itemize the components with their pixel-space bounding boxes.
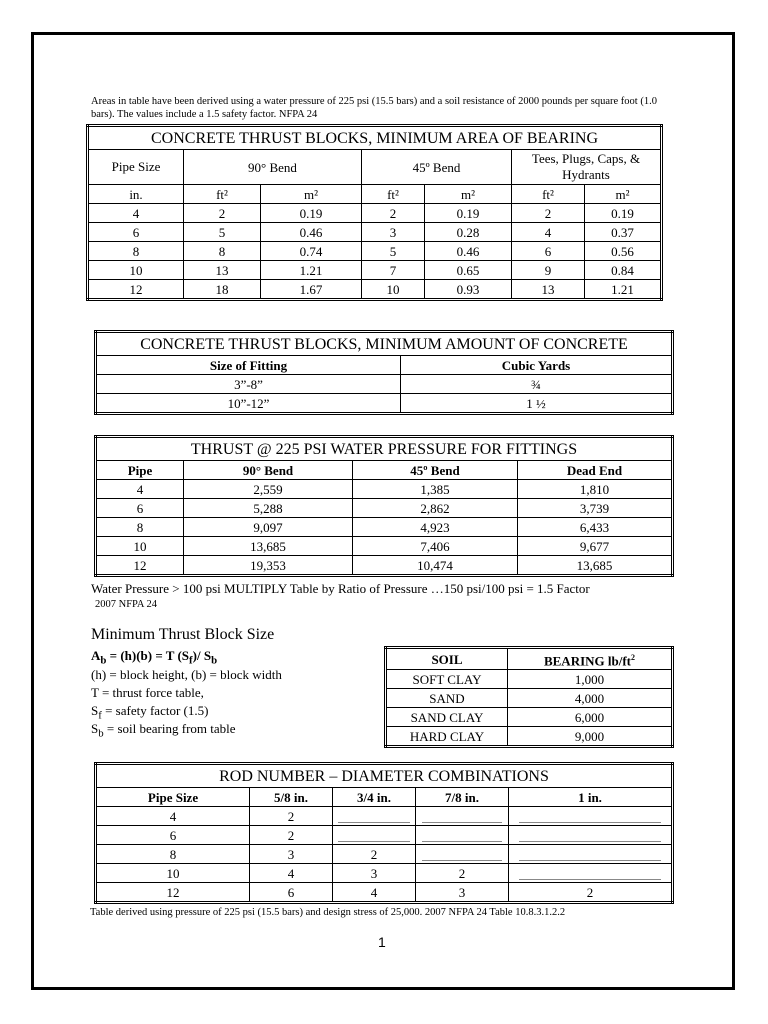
- formula-sub: f: [189, 654, 193, 667]
- header-cubic-yards: Cubic Yards: [401, 356, 673, 375]
- table-row: [96, 845, 673, 864]
- cell: 6: [512, 242, 585, 261]
- thrust-table-title: THRUST @ 225 PSI WATER PRESSURE FOR FITTINGS: [96, 437, 673, 461]
- def-sub: f: [98, 709, 102, 722]
- cell: 9,097: [184, 518, 353, 537]
- table-row: [88, 242, 662, 261]
- cell: 4,923: [353, 518, 518, 537]
- def-sb: [91, 720, 236, 743]
- unit-m2: m²: [425, 185, 512, 204]
- blank-cell: [509, 864, 673, 883]
- cell: 10: [362, 280, 425, 300]
- cell: 4: [333, 883, 416, 903]
- cell: SOFT CLAY: [386, 670, 508, 689]
- table-row: [96, 826, 673, 845]
- cell: 0.19: [261, 204, 362, 223]
- rod-note: Table derived using pressure of 225 psi (15.5 bars) and design stress of 25,000. 2007 NFPA 24 Table 10.8.3.1.2.2: [90, 907, 566, 918]
- cell: 2: [362, 204, 425, 223]
- cell: 0.19: [425, 204, 512, 223]
- cell: 10”-12”: [96, 394, 401, 414]
- blank-cell: [509, 845, 673, 864]
- header-bearing-sup: 2: [631, 653, 636, 662]
- cell: 8: [96, 518, 184, 537]
- unit-ft2: ft²: [184, 185, 261, 204]
- cell: 1 ½: [401, 394, 673, 414]
- pressure-source: 2007 NFPA 24: [95, 599, 158, 610]
- table-row: [96, 499, 673, 518]
- formula-a: A: [91, 648, 101, 663]
- cell: 5,288: [184, 499, 353, 518]
- cell: 3: [416, 883, 509, 903]
- unit-m2: m²: [261, 185, 362, 204]
- cell: 4,000: [508, 689, 673, 708]
- bearing-table-title: CONCRETE THRUST BLOCKS, MINIMUM AREA OF BEARING: [88, 126, 662, 150]
- cell: 9: [512, 261, 585, 280]
- cell: 10,474: [353, 556, 518, 576]
- cell: 8: [96, 845, 250, 864]
- unit-ft2: ft²: [362, 185, 425, 204]
- cell: 8: [88, 242, 184, 261]
- table-row: [96, 518, 673, 537]
- cell: SAND CLAY: [386, 708, 508, 727]
- cell: HARD CLAY: [386, 727, 508, 747]
- header-pipe: Pipe: [96, 461, 184, 480]
- cell: 1,000: [508, 670, 673, 689]
- table-row: [386, 689, 673, 708]
- cell: 1,810: [518, 480, 673, 499]
- cell: 4: [96, 480, 184, 499]
- cell: 10: [88, 261, 184, 280]
- table-row: [88, 204, 662, 223]
- table-row: [386, 670, 673, 689]
- cell: 2: [184, 204, 261, 223]
- unit-in: in.: [88, 185, 184, 204]
- cell: 4: [250, 864, 333, 883]
- cell: 10: [96, 864, 250, 883]
- cell: 3”-8”: [96, 375, 401, 394]
- header-size-of-fitting: Size of Fitting: [96, 356, 401, 375]
- cell: 10: [96, 537, 184, 556]
- cell: 6: [96, 826, 250, 845]
- table-row: [386, 727, 673, 747]
- soil-bearing-table: [384, 646, 674, 748]
- header-soil: SOIL: [386, 648, 508, 670]
- cell: 0.93: [425, 280, 512, 300]
- cell: 0.37: [585, 223, 662, 242]
- table-row: [96, 394, 673, 414]
- cell: 3,739: [518, 499, 673, 518]
- cell: 4: [512, 223, 585, 242]
- rod-combination-table: [94, 762, 674, 904]
- table-row: [88, 261, 662, 280]
- cell: 6: [88, 223, 184, 242]
- def-s: S: [91, 703, 99, 718]
- cell: 0.19: [585, 204, 662, 223]
- cell: 19,353: [184, 556, 353, 576]
- col-tees: Tees, Plugs, Caps, & Hydrants: [512, 150, 662, 185]
- cell: 4: [96, 807, 250, 826]
- header-3-4: 3/4 in.: [333, 788, 416, 807]
- cell: 4: [88, 204, 184, 223]
- blank-cell: [416, 845, 509, 864]
- thrust-table: [94, 435, 674, 577]
- cell: 12: [96, 883, 250, 903]
- blank-cell: [333, 807, 416, 826]
- concrete-amount-table: [94, 330, 674, 415]
- cell: 2,862: [353, 499, 518, 518]
- col-90-bend: 90° Bend: [184, 150, 362, 185]
- formula-sub: b: [211, 654, 218, 667]
- cell: 13: [184, 261, 261, 280]
- table-row: [386, 708, 673, 727]
- cell: 13,685: [184, 537, 353, 556]
- header-pipe-size: Pipe Size: [96, 788, 250, 807]
- rod-table-title: ROD NUMBER – DIAMETER COMBINATIONS: [96, 764, 673, 788]
- intro-note: Areas in table have been derived using a water pressure of 225 psi (15.5 bars) and a soil resistance of 2000 pounds per square foot (1.0 bars). The values include a 1.5 safety factor. NFPA 24: [91, 96, 657, 120]
- cell: 0.84: [585, 261, 662, 280]
- header-bearing-text: BEARING lb/ft: [543, 653, 632, 669]
- cell: 1.67: [261, 280, 362, 300]
- table-row: [88, 280, 662, 300]
- blank-cell: [509, 826, 673, 845]
- pressure-note: Water Pressure > 100 psi MULTIPLY Table by Ratio of Pressure …150 psi/100 psi = 1.5 Factor: [91, 581, 590, 596]
- cell: 6: [250, 883, 333, 903]
- formula-sub: b: [100, 654, 107, 667]
- cell: 6,000: [508, 708, 673, 727]
- header-45-bend: 45º Bend: [353, 461, 518, 480]
- cell: 2: [333, 845, 416, 864]
- cell: 2: [250, 807, 333, 826]
- header-1-in: 1 in.: [509, 788, 673, 807]
- def-text: = soil bearing from table: [103, 721, 236, 736]
- cell: 2: [509, 883, 673, 903]
- header-5-8: 5/8 in.: [250, 788, 333, 807]
- cell: 0.46: [261, 223, 362, 242]
- formula-eq: = (h)(b) = T (S: [106, 648, 190, 663]
- concrete-table-title: CONCRETE THRUST BLOCKS, MINIMUM AMOUNT OF CONCRETE: [96, 332, 673, 356]
- cell: 13: [512, 280, 585, 300]
- header-90-bend: 90° Bend: [184, 461, 353, 480]
- table-row: [96, 864, 673, 883]
- table-row: [96, 537, 673, 556]
- unit-ft2: ft²: [512, 185, 585, 204]
- table-row: [96, 375, 673, 394]
- def-sub: b: [98, 727, 104, 740]
- col-pipe-size: Pipe Size: [88, 150, 184, 185]
- table-row: [96, 807, 673, 826]
- cell: 2,559: [184, 480, 353, 499]
- cell: 5: [362, 242, 425, 261]
- blank-cell: [416, 807, 509, 826]
- table-row: [96, 556, 673, 576]
- table-row: [88, 223, 662, 242]
- unit-m2: m²: [585, 185, 662, 204]
- def-hb: (h) = block height, (b) = block width: [91, 667, 282, 682]
- cell: 0.28: [425, 223, 512, 242]
- cell: 1.21: [261, 261, 362, 280]
- cell: 13,685: [518, 556, 673, 576]
- def-s: S: [91, 721, 99, 736]
- cell: 3: [333, 864, 416, 883]
- cell: 9,000: [508, 727, 673, 747]
- header-bearing: [508, 648, 673, 670]
- cell: 2: [250, 826, 333, 845]
- cell: 0.65: [425, 261, 512, 280]
- cell: 8: [184, 242, 261, 261]
- cell: 3: [362, 223, 425, 242]
- cell: 5: [184, 223, 261, 242]
- header-7-8: 7/8 in.: [416, 788, 509, 807]
- cell: 2: [512, 204, 585, 223]
- cell: 1,385: [353, 480, 518, 499]
- cell: 7: [362, 261, 425, 280]
- header-dead-end: Dead End: [518, 461, 673, 480]
- table-row: [96, 883, 673, 903]
- blank-cell: [416, 826, 509, 845]
- cell: 6,433: [518, 518, 673, 537]
- cell: 9,677: [518, 537, 673, 556]
- cell: 0.74: [261, 242, 362, 261]
- table-row: [96, 480, 673, 499]
- formula-heading: Minimum Thrust Block Size: [91, 626, 275, 643]
- cell: 7,406: [353, 537, 518, 556]
- cell: 1.21: [585, 280, 662, 300]
- cell: 12: [88, 280, 184, 300]
- cell: ¾: [401, 375, 673, 394]
- cell: SAND: [386, 689, 508, 708]
- formula-div: )/ S: [192, 648, 212, 663]
- blank-cell: [333, 826, 416, 845]
- cell: 18: [184, 280, 261, 300]
- cell: 12: [96, 556, 184, 576]
- cell: 0.46: [425, 242, 512, 261]
- def-t: T = thrust force table,: [91, 685, 204, 700]
- cell: 2: [416, 864, 509, 883]
- page-number: 1: [378, 934, 386, 950]
- bearing-area-table: [86, 124, 663, 301]
- cell: 3: [250, 845, 333, 864]
- cell: 6: [96, 499, 184, 518]
- col-45-bend: 45º Bend: [362, 150, 512, 185]
- cell: 0.56: [585, 242, 662, 261]
- def-text: = safety factor (1.5): [101, 703, 209, 718]
- blank-cell: [509, 807, 673, 826]
